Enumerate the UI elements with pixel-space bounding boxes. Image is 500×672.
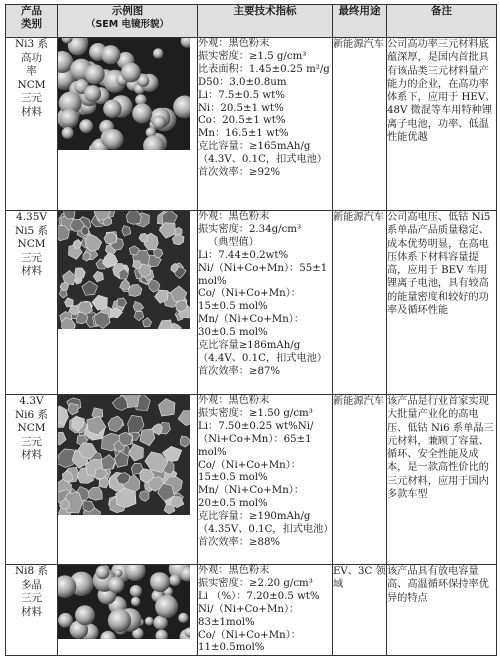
specs-cell bbox=[198, 395, 333, 565]
category-line: 三元 bbox=[21, 92, 42, 104]
spec-line: （典型值） bbox=[208, 236, 259, 248]
sem-image-cell bbox=[58, 565, 198, 656]
spec-line: 振实密度：2.34g/cm³ bbox=[198, 223, 302, 235]
spec-line: Mn：16.5±1 wt% bbox=[198, 128, 289, 140]
note-cell: 公司高功率三元材料底蕴深厚，是国内首批具有该品类三元材料量产能力的企业，在高功率体系下，应用于 HEV、48V 微混等车用特种锂离子电池，功率、低温性能优越 bbox=[387, 38, 497, 211]
sem-image bbox=[58, 38, 190, 150]
spec-line: 外观：黑色粉末 bbox=[198, 395, 270, 406]
category-line: 率 bbox=[26, 65, 37, 77]
sem-image bbox=[58, 211, 190, 329]
spec-line: 振实密度：≥2.20 g/cm³ bbox=[198, 577, 313, 589]
header-image bbox=[58, 5, 198, 38]
spec-line: Li （%）：7.20±0.5 wt% bbox=[198, 590, 320, 602]
category-line: NCM bbox=[17, 78, 46, 91]
spec-line: 振实密度：≥1.50 g/cm³ bbox=[198, 407, 313, 419]
category-line: NCM bbox=[17, 422, 46, 434]
spec-line: 首次效率：≥88% bbox=[198, 536, 281, 548]
sem-image-cell bbox=[58, 211, 198, 395]
specs-cell bbox=[198, 565, 333, 656]
spec-line: （4.4V、0.1C，扣式电池） bbox=[198, 352, 328, 364]
table-row bbox=[6, 38, 497, 211]
spec-line: Li：7.50±0.25 wt%Ni/（Ni+Co+Mn）：65±1 mol% bbox=[198, 420, 314, 458]
spec-line: Co：20.5±1 wt% bbox=[198, 115, 286, 127]
category-line: 4.35V bbox=[16, 211, 47, 223]
category-line: NCM bbox=[17, 238, 46, 250]
category-cell bbox=[6, 395, 58, 565]
category-line: 三元 bbox=[21, 251, 42, 264]
spec-line: 首次效率：≥92% bbox=[198, 167, 281, 179]
sem-image bbox=[58, 565, 190, 639]
spec-line: Mn/（Ni+Co+Mn）：20±0.5 mol% bbox=[198, 485, 305, 510]
specs-cell bbox=[198, 38, 333, 211]
category-line: Ni8 系 bbox=[14, 565, 49, 577]
note-cell: 该产品具有放电容量高、高温循环保持率优异的特点 bbox=[387, 565, 497, 656]
category-line: 材料 bbox=[21, 105, 42, 118]
category-line: Ni3 系 bbox=[14, 38, 49, 50]
spec-line: 克比容量：≥190mAh/g bbox=[198, 511, 311, 523]
use-cell: 新能源汽车 bbox=[333, 38, 387, 211]
spec-line: Co/（Ni+Co+Mn）：15±0.5 mol% bbox=[198, 288, 301, 313]
header-image-line: （SEM 电镜形貌） bbox=[85, 19, 170, 30]
spec-line: 外观：黑色粉末 bbox=[198, 38, 270, 49]
category-line: 材料 bbox=[21, 265, 42, 277]
spec-line: Co/（Ni+Co+Mn）：15±0.5 mol% bbox=[198, 459, 301, 484]
spec-line: Ni/（Ni+Co+Mn）：55±1 mol% bbox=[198, 262, 328, 287]
use-cell: 新能源汽车 bbox=[333, 395, 387, 565]
sem-image bbox=[58, 395, 190, 515]
table-row bbox=[6, 395, 497, 565]
table-row bbox=[6, 211, 497, 395]
spec-line: 振实密度：≥1.5 g/cm³ bbox=[198, 50, 307, 62]
category-cell bbox=[6, 38, 58, 211]
spec-line: Ni/（Ni+Co+Mn）：83±1mol% bbox=[198, 603, 300, 628]
spec-line: 克比容量≥186mAh/g bbox=[198, 340, 301, 352]
category-line: 材料 bbox=[21, 605, 42, 618]
header-category-line: 产品 bbox=[21, 5, 42, 17]
header-category-line: 类别 bbox=[21, 18, 42, 30]
spec-line: 比表面积：1.45±0.25 m²/g bbox=[198, 63, 330, 75]
specs-cell bbox=[198, 211, 333, 395]
header-category bbox=[6, 5, 58, 38]
use-cell: 新能源汽车 bbox=[333, 211, 387, 395]
use-cell: EV、3C 领域 bbox=[333, 565, 387, 656]
spec-line: （4.3V、0.1C，扣式电池） bbox=[198, 154, 328, 166]
category-line: Ni6 系 bbox=[14, 408, 49, 421]
spec-line: 外观：黑色粉末 bbox=[198, 211, 270, 222]
category-cell bbox=[6, 211, 58, 395]
category-line: 4.3V bbox=[19, 395, 44, 407]
header-use: 最终用途 bbox=[333, 5, 387, 38]
header-image-line: 示例图 bbox=[111, 5, 144, 17]
spec-line: Li：7.44±0.2wt% bbox=[198, 249, 289, 261]
table-row bbox=[6, 565, 497, 656]
category-cell bbox=[6, 565, 58, 656]
category-line: Ni5 系 bbox=[14, 224, 49, 237]
header-row bbox=[6, 5, 497, 38]
note-cell: 公司高电压、低钴 Ni5 系单晶产品质量稳定、成本优势明显，在高电压体系下材料容量提高，应用于 BEV 车用锂离子电池，具有较高的能量密度和较好的功率及循环性能 bbox=[387, 211, 497, 395]
spec-line: 首次效率：≥87% bbox=[198, 365, 281, 377]
spec-line: Co/（Ni+Co+Mn）：11±0.5mol% bbox=[198, 629, 301, 654]
category-line: 三元 bbox=[21, 435, 42, 448]
category-line: 三元 bbox=[21, 592, 42, 604]
sem-image-cell bbox=[58, 38, 198, 211]
spec-line: 外观：黑色粉末 bbox=[198, 565, 270, 576]
product-spec-table bbox=[5, 4, 497, 656]
spec-line: Ni：20.5±1 wt% bbox=[198, 102, 284, 114]
spec-line: （4.35V、0.1C，扣式电池） bbox=[198, 524, 334, 536]
category-line: 材料 bbox=[21, 449, 42, 461]
category-line: 多晶 bbox=[21, 578, 42, 591]
header-note: 备注 bbox=[387, 5, 497, 38]
spec-line: 克比容量：≥165mAh/g bbox=[198, 141, 311, 153]
note-cell: 该产品是行业首家实现大批量产业化的高电压、低钴 Ni6 系单晶三元材料，兼顾了容量、循环、安全性能及成本，是一款高性价比的三元材料，应用于国内多款车型 bbox=[387, 395, 497, 565]
header-specs: 主要技术指标 bbox=[198, 5, 333, 38]
sem-image-cell bbox=[58, 395, 198, 565]
spec-line: Mn/（Ni+Co+Mn）：30±0.5 mol% bbox=[198, 314, 305, 339]
category-line: 高功 bbox=[21, 51, 42, 64]
spec-line: D50：3.0±0.8um bbox=[198, 76, 287, 88]
spec-line: Li：7.5±0.5 wt% bbox=[198, 89, 285, 101]
